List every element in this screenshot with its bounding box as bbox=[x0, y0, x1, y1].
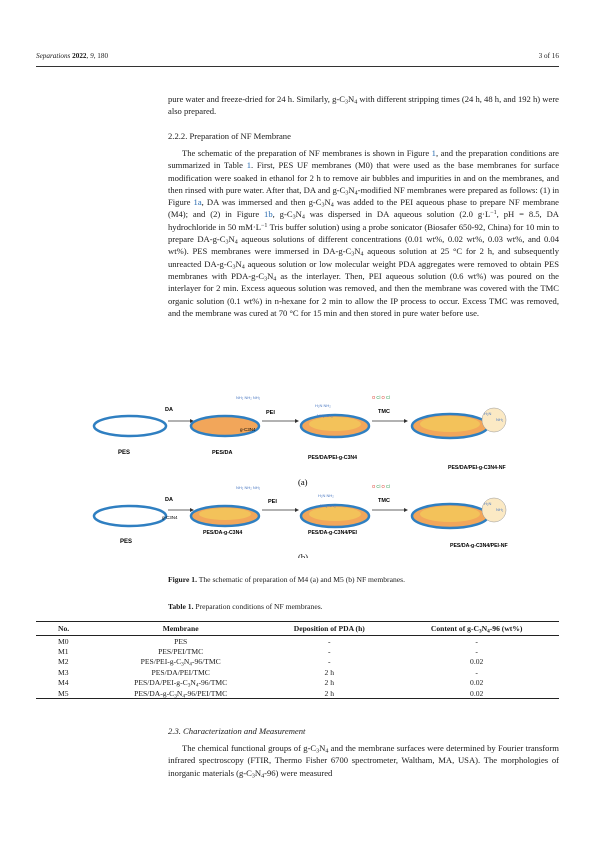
table-cell: M4 bbox=[58, 678, 69, 688]
table-row bbox=[36, 636, 559, 647]
svg-text:NH₂: NH₂ bbox=[496, 417, 504, 422]
pei-label-a: PEI bbox=[266, 410, 275, 416]
tmc-label-a: TMC bbox=[378, 409, 390, 415]
table-cell: 0.02 bbox=[470, 657, 484, 667]
svg-text:NH₂ NH₂ NH₂: NH₂ NH₂ NH₂ bbox=[236, 485, 261, 490]
pes-membrane-a bbox=[94, 416, 166, 436]
table-1 bbox=[36, 621, 559, 699]
page-number: 3 of 16 bbox=[538, 52, 559, 60]
table-row bbox=[36, 657, 559, 667]
figure-caption-text: The schematic of preparation of M4 (a) and M5 (b) NF membranes. bbox=[198, 575, 405, 584]
da-label-b: DA bbox=[165, 497, 173, 503]
pes-label-a: PES bbox=[118, 450, 131, 456]
figure-1 bbox=[90, 383, 560, 558]
section-23 bbox=[168, 725, 559, 779]
gcn-label-a: g-C3N4 bbox=[240, 427, 256, 432]
tmc-label-b: TMC bbox=[378, 498, 390, 504]
table-cell: - bbox=[328, 657, 331, 667]
table-cell: M2 bbox=[58, 657, 69, 667]
panel-a bbox=[94, 395, 506, 471]
figure-1-caption bbox=[168, 574, 559, 585]
table-caption-label: Table 1. bbox=[168, 602, 194, 611]
panel-b bbox=[94, 484, 508, 549]
pes-label-b: PES bbox=[120, 539, 133, 545]
table-header-cell: Deposition of PDA (h) bbox=[264, 622, 394, 636]
table-cell: 2 h bbox=[264, 688, 394, 699]
tmc-molecule-a: O Cl O Cl bbox=[372, 395, 390, 400]
svg-text:NH₂ NH₂: NH₂ NH₂ bbox=[320, 503, 336, 508]
section-222-paragraph: The schematic of the preparation of NF membranes is shown in Figure 1, and the preparation conditions are summarized in Table 1. First, PES UF membranes (M0) that were used as the base membranes for surface modification were soaked in ethanol for 2 h to remove air bubbles and impurities in and on the membranes, and then rinsed with pure water. After that, DA and $g-C_3N_4$-modified NF membranes were prepared as follows: (1) in Figure 1a, DA was immersed and then $g-C_3N_4$ was added to the PEI aqueous phase to prepare NF membrane (M4); and (2) in Figure 1b, $g-C_3N_4$ was dispersed in DA aqueous solution (2.0 $g\cdot L^{-1}$, pH = 8.5, DA hydrochloride in 50 $mM\cdot L^{-1}$ Tris buffer solution) using a probe sonicator (Biosafer 650-92, China) for 10 min to prepare $DA-g-C_3N_4$ aqueous solutions of different concentrations (0.01 wt%, 0.02 wt%, 0.03 wt%, and 0.04 wt%). PES membranes were immersed in $DA-g-C_3N_4$ aqueous solution at 25 °C for 2 h, and subsequently unreacted $DA-g-C_3N_4$ aqueous solution or low molecular weight PDA aggregates were removed to obtain PES membranes with PDA-$g-C_3N_4$ as the interlayer. Then, PEI aqueous solution (0.6 wt%) was poured on the interlayer for 2 min. Excess aqueous solution was removed, and then the membrane was covered with the TMC organic solution (0.1 wt%) in n-hexane for 2 min to allow the IP process to occur. Excess TMC was removed, and the membrane was cured at 70 °C for 15 min and then stored in pure water before use. bbox=[168, 148, 560, 318]
da-label-a: DA bbox=[165, 407, 173, 413]
pes-da-label: PES/DA bbox=[212, 450, 233, 456]
section-23-title: 2.3. Characterization and Measurement bbox=[168, 726, 306, 736]
panel-b-label: (b) bbox=[298, 552, 309, 558]
table-row bbox=[36, 646, 559, 656]
table-cell: PES/DA/PEI/TMC bbox=[151, 667, 210, 677]
nf-label-b: PES/DA-g-C3N4/PEI-NF bbox=[450, 543, 508, 549]
figure-1-schematic bbox=[90, 383, 560, 558]
section-222-title: 2.2.2. Preparation of NF Membrane bbox=[168, 131, 291, 141]
pei-chain-a: NH₂ NH₂ NH₂ bbox=[236, 395, 261, 400]
table-cell: 2 h bbox=[324, 667, 335, 677]
table-cell: PES/PEI/TMC bbox=[158, 646, 204, 656]
svg-text:H₂N NH₂: H₂N NH₂ bbox=[315, 403, 331, 408]
pes-da-pei-gcn-label: PES/DA/PEI-g-C3N4 bbox=[308, 455, 358, 461]
table-caption-text: Preparation conditions of NF membranes. bbox=[195, 602, 323, 611]
figure-caption-label: Figure 1. bbox=[168, 575, 197, 584]
table-cell: - bbox=[328, 636, 331, 646]
table-header-row bbox=[36, 622, 559, 636]
nf-label-a: PES/DA/PEI-g-C3N4-NF bbox=[448, 465, 506, 471]
pei-label-b: PEI bbox=[268, 499, 277, 505]
table-cell: - bbox=[475, 636, 478, 646]
svg-text:H₂N: H₂N bbox=[484, 411, 492, 416]
gcn-label-b: g-C3N4 bbox=[162, 515, 178, 520]
table-cell: 0.02 bbox=[470, 678, 484, 688]
pes-membrane-b bbox=[94, 506, 166, 526]
table-cell: PES bbox=[174, 636, 188, 646]
table-cell: - bbox=[475, 646, 478, 656]
table-header-cell: Membrane bbox=[97, 622, 264, 636]
svg-text:H₂N NH₂: H₂N NH₂ bbox=[318, 493, 334, 498]
svg-text:NH₂ NH₂: NH₂ NH₂ bbox=[317, 413, 333, 418]
table-cell: 0.02 bbox=[394, 688, 559, 699]
svg-text:H₂N: H₂N bbox=[484, 501, 492, 506]
table-cell: M3 bbox=[58, 667, 69, 677]
table-cell: M5 bbox=[36, 688, 97, 699]
section-23-paragraph: The chemical functional groups of $g-C_3N_4$ and the membrane surfaces were determined by Fourier transform infrared spectroscopy (FTIR, Thermo Fisher 6700 spectrometer, Waltham, MA, USA). The morphologies of inorganic materials $(g-C_3N_4-96)$ were measured bbox=[168, 743, 559, 780]
intro-paragraph bbox=[168, 93, 559, 118]
pes-da-gcn-label: PES/DA-g-C3N4 bbox=[203, 530, 243, 536]
page-header bbox=[36, 52, 559, 66]
journal-citation: Separations 2022, 9, 180 bbox=[36, 52, 109, 60]
table-cell: PES/$DA-g-C_3N_4-96/PEI$/TMC bbox=[97, 688, 264, 699]
table-row bbox=[36, 667, 559, 677]
pes-da-gcn-pei-label: PES/DA-g-C3N4/PEI bbox=[308, 530, 358, 536]
table-row bbox=[36, 688, 559, 699]
table-cell: PES/$PEI-g-C_3N_4-96$/TMC bbox=[140, 657, 221, 668]
table-cell: M1 bbox=[58, 646, 69, 656]
table-cell: - bbox=[328, 646, 331, 656]
svg-text:NH₂: NH₂ bbox=[496, 507, 504, 512]
table-header-cell: Content of $g-C_3N_4-96$ (wt%) bbox=[394, 622, 559, 636]
table-header-cell: No. bbox=[36, 622, 97, 636]
header-rule bbox=[36, 66, 559, 67]
panel-a-label: (a) bbox=[298, 477, 308, 487]
section-222 bbox=[168, 130, 559, 319]
svg-text:O Cl O Cl: O Cl O Cl bbox=[372, 484, 390, 489]
table-cell: - bbox=[475, 667, 478, 677]
pes-da-membrane bbox=[191, 416, 259, 436]
table-cell: PES/$DA/PEI-g-C_3N_4-96$/TMC bbox=[134, 678, 228, 689]
table-1-caption bbox=[168, 601, 559, 612]
intro-text: pure water and freeze-dried for 24 h. Similarly, $g-C_3N_4$ with different stripping times (24 h, 48 h, and 192 h) were also prepared. bbox=[168, 94, 559, 117]
table-cell: M0 bbox=[58, 636, 69, 646]
table-cell: 2 h bbox=[324, 678, 335, 688]
table-row bbox=[36, 678, 559, 688]
